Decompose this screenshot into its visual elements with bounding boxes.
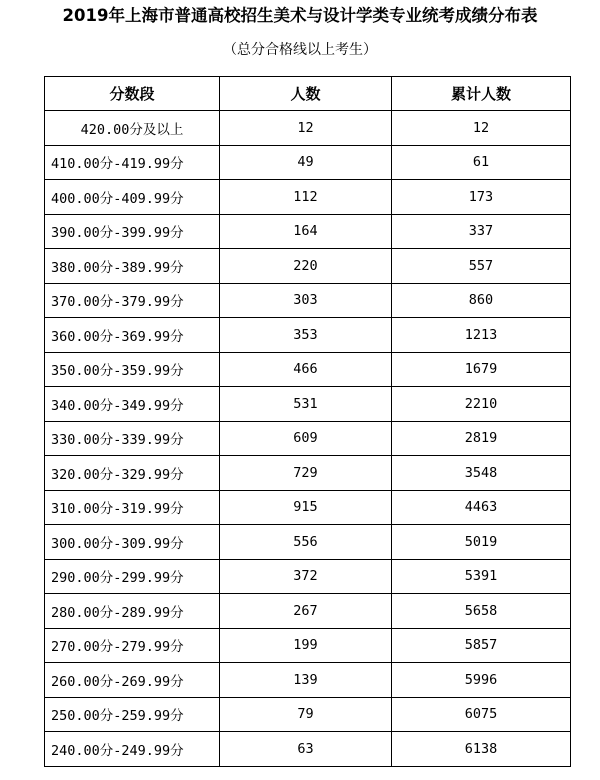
table-row	[45, 111, 571, 146]
table-row	[45, 214, 571, 249]
table-row	[45, 525, 571, 560]
count-cell: 729	[220, 456, 392, 491]
score-range-cell: 320.00分-329.99分	[45, 456, 220, 491]
count-cell: 466	[220, 352, 392, 387]
cumulative-cell: 1679	[392, 352, 571, 387]
cumulative-cell: 2210	[392, 387, 571, 422]
table-row	[45, 180, 571, 215]
table-row	[45, 594, 571, 629]
count-cell: 267	[220, 594, 392, 629]
header-row	[45, 77, 571, 111]
cumulative-cell: 61	[392, 145, 571, 180]
score-range-cell: 300.00分-309.99分	[45, 525, 220, 560]
count-cell: 199	[220, 628, 392, 663]
cumulative-cell: 5857	[392, 628, 571, 663]
table-row	[45, 249, 571, 284]
table-header	[45, 77, 571, 111]
table-row	[45, 732, 571, 767]
table-row	[45, 352, 571, 387]
count-cell: 556	[220, 525, 392, 560]
score-range-cell: 250.00分-259.99分	[45, 697, 220, 732]
count-cell: 12	[220, 111, 392, 146]
score-range-cell: 290.00分-299.99分	[45, 559, 220, 594]
score-range-cell: 340.00分-349.99分	[45, 387, 220, 422]
score-range-cell: 240.00分-249.99分	[45, 732, 220, 767]
table-row	[45, 697, 571, 732]
cumulative-cell: 5019	[392, 525, 571, 560]
count-cell: 220	[220, 249, 392, 284]
score-distribution-table	[44, 76, 571, 767]
count-cell: 915	[220, 490, 392, 525]
cumulative-cell: 5391	[392, 559, 571, 594]
score-range-cell: 310.00分-319.99分	[45, 490, 220, 525]
table-row	[45, 559, 571, 594]
table-row	[45, 283, 571, 318]
table-row	[45, 318, 571, 353]
score-range-cell: 260.00分-269.99分	[45, 663, 220, 698]
cumulative-cell: 12	[392, 111, 571, 146]
table-row	[45, 490, 571, 525]
table-body	[45, 111, 571, 767]
count-cell: 164	[220, 214, 392, 249]
document-subtitle: （总分合格线以上考生）	[223, 42, 377, 58]
score-range-cell: 380.00分-389.99分	[45, 249, 220, 284]
cumulative-cell: 173	[392, 180, 571, 215]
table-row	[45, 628, 571, 663]
table-row	[45, 421, 571, 456]
score-range-cell: 270.00分-279.99分	[45, 628, 220, 663]
score-range-cell: 360.00分-369.99分	[45, 318, 220, 353]
count-cell: 609	[220, 421, 392, 456]
cumulative-cell: 5996	[392, 663, 571, 698]
header-score-range: 分数段	[45, 77, 220, 111]
document-title: 2019年上海市普通高校招生美术与设计学类专业统考成绩分布表	[62, 6, 538, 25]
cumulative-cell: 5658	[392, 594, 571, 629]
cumulative-cell: 3548	[392, 456, 571, 491]
count-cell: 49	[220, 145, 392, 180]
score-range-cell: 330.00分-339.99分	[45, 421, 220, 456]
score-range-cell: 420.00分及以上	[45, 111, 220, 146]
cumulative-cell: 860	[392, 283, 571, 318]
cumulative-cell: 337	[392, 214, 571, 249]
score-range-cell: 370.00分-379.99分	[45, 283, 220, 318]
score-range-cell: 280.00分-289.99分	[45, 594, 220, 629]
header-count: 人数	[220, 77, 392, 111]
count-cell: 531	[220, 387, 392, 422]
cumulative-cell: 6138	[392, 732, 571, 767]
count-cell: 303	[220, 283, 392, 318]
count-cell: 139	[220, 663, 392, 698]
table-row	[45, 145, 571, 180]
table-row	[45, 387, 571, 422]
count-cell: 63	[220, 732, 392, 767]
score-range-cell: 410.00分-419.99分	[45, 145, 220, 180]
cumulative-cell: 2819	[392, 421, 571, 456]
count-cell: 112	[220, 180, 392, 215]
count-cell: 79	[220, 697, 392, 732]
count-cell: 353	[220, 318, 392, 353]
cumulative-cell: 4463	[392, 490, 571, 525]
table-row	[45, 456, 571, 491]
score-range-cell: 390.00分-399.99分	[45, 214, 220, 249]
score-range-cell: 400.00分-409.99分	[45, 180, 220, 215]
table-row	[45, 663, 571, 698]
score-range-cell: 350.00分-359.99分	[45, 352, 220, 387]
cumulative-cell: 6075	[392, 697, 571, 732]
cumulative-cell: 1213	[392, 318, 571, 353]
cumulative-cell: 557	[392, 249, 571, 284]
header-cumulative: 累计人数	[392, 77, 571, 111]
count-cell: 372	[220, 559, 392, 594]
